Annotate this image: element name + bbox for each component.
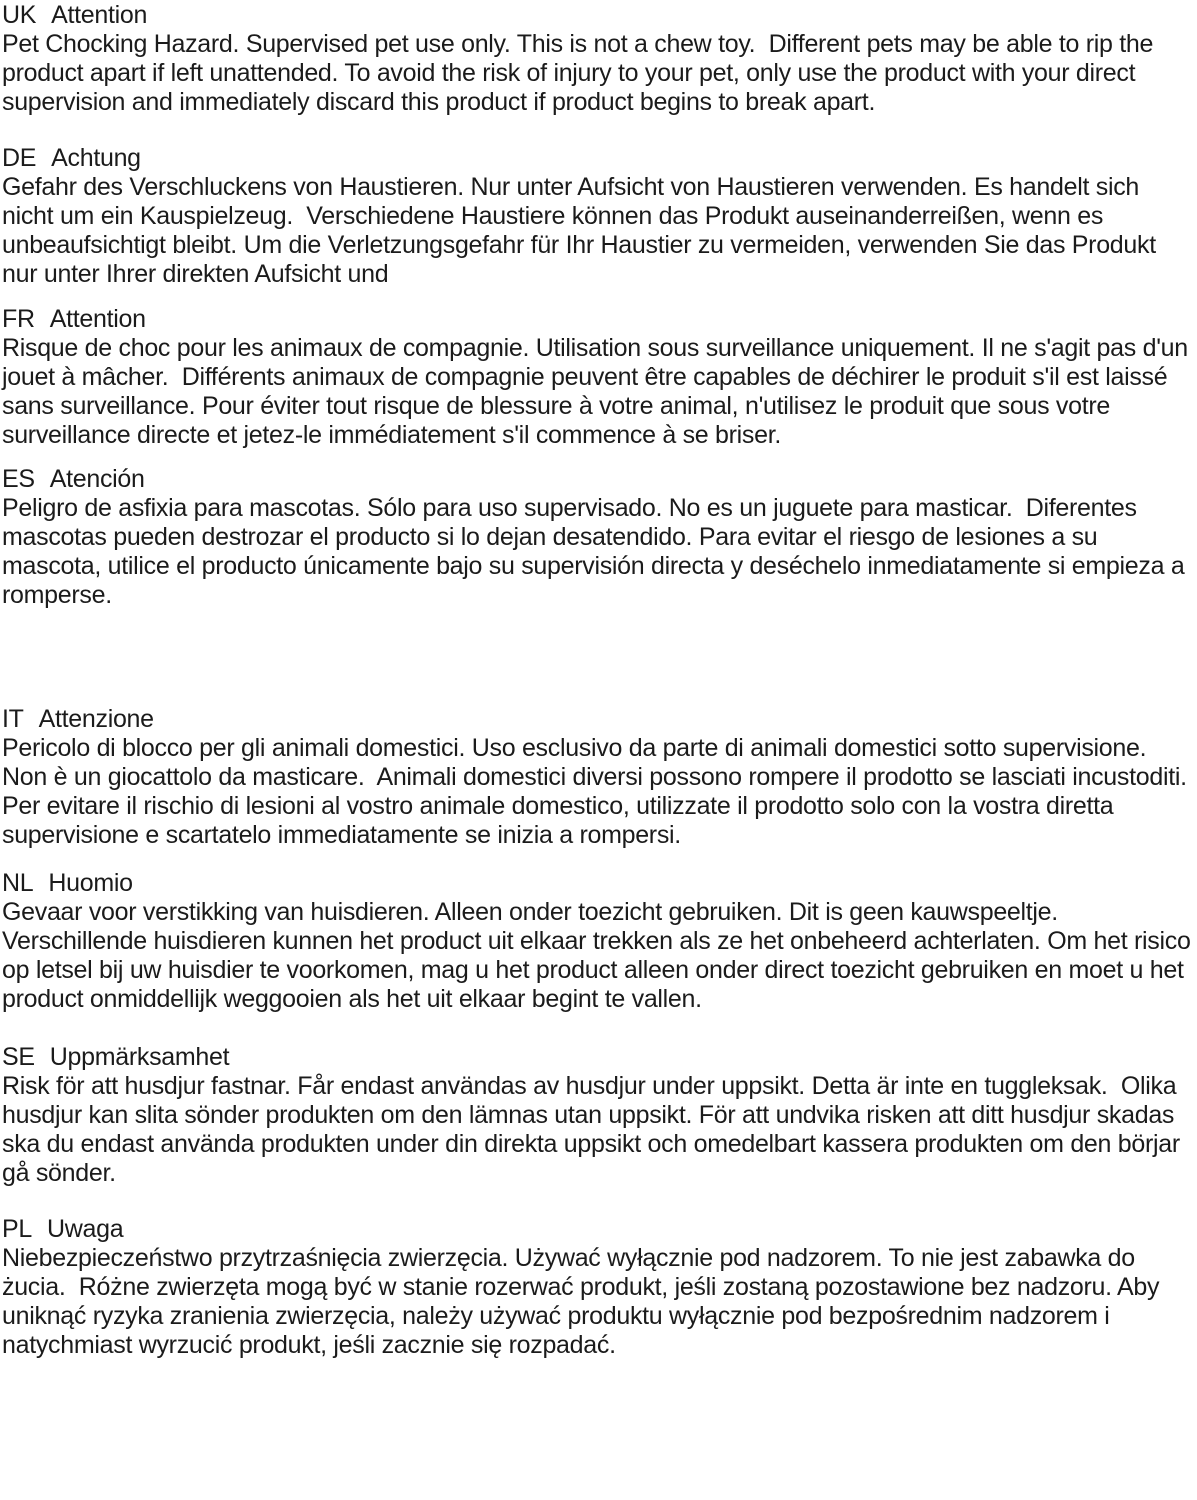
language-code-it: IT	[2, 705, 24, 733]
section-fr-body: Risque de choc pour les animaux de compagnie. Utilisation sous surveillance uniquement. Il ne s'agit pas d'un jouet à mâcher. Différents animaux de compagnie peuvent être capables de déchirer le produit s'il est laissé sans surveillance. Pour éviter tout risque de blessure à votre animal, n'utilisez le produit que sous votre surveillance directe et jetez-le immédiatement s'il commence à se briser.	[2, 334, 1195, 449]
section-de	[2, 144, 1195, 289]
language-code-nl: NL	[2, 869, 34, 897]
heading-title-uk: Attention	[51, 1, 148, 29]
heading-title-de: Achtung	[51, 144, 141, 172]
heading-title-fr: Attention	[49, 305, 146, 333]
section-es-heading	[2, 465, 1195, 494]
section-pl	[2, 1215, 1195, 1360]
section-nl	[2, 869, 1195, 1014]
language-code-uk: UK	[2, 1, 37, 29]
section-es	[2, 465, 1195, 610]
section-uk	[2, 1, 1195, 117]
section-es-body: Peligro de asfixia para mascotas. Sólo para uso supervisado. No es un juguete para masticar. Diferentes mascotas pueden destrozar el producto si lo dejan desatendido. Para evitar el riesgo de lesiones a su mascota, utilice el producto únicamente bajo su supervisión directa y deséchelo inmediatamente si empieza a romperse.	[2, 494, 1192, 609]
section-it-heading	[2, 705, 1195, 734]
language-code-de: DE	[2, 144, 37, 172]
section-se-body: Risk för att husdjur fastnar. Får endast användas av husdjur under uppsikt. Detta är inte en tuggleksak. Olika husdjur kan slita sönder produkten om den lämnas utan uppsikt. För att undvika risken att ditt husdjur skadas ska du endast använda produkten under din direkta uppsikt och omedelbart kassera produkten om den börjar gå sönder.	[2, 1072, 1187, 1187]
heading-title-es: Atención	[49, 465, 145, 493]
language-code-fr: FR	[2, 305, 35, 333]
section-it	[2, 705, 1195, 850]
section-fr-heading	[2, 305, 1195, 334]
section-fr	[2, 305, 1195, 450]
section-de-heading	[2, 144, 1195, 173]
section-se	[2, 1043, 1195, 1188]
language-code-es: ES	[2, 465, 35, 493]
section-uk-body: Pet Chocking Hazard. Supervised pet use only. This is not a chew toy. Different pets may be able to rip the product apart if left unattended. To avoid the risk of injury to your pet, only use the product with your direct supervision and immediately discard this product if product begins to break apart.	[2, 30, 1160, 116]
heading-title-nl: Huomio	[48, 869, 133, 897]
language-code-se: SE	[2, 1043, 35, 1071]
heading-title-it: Attenzione	[38, 705, 154, 733]
heading-title-pl: Uwaga	[46, 1215, 124, 1243]
section-se-heading	[2, 1043, 1195, 1072]
section-nl-heading	[2, 869, 1195, 898]
section-it-body: Pericolo di blocco per gli animali domestici. Uso esclusivo da parte di animali domestici sotto supervisione. Non è un giocattolo da masticare. Animali domestici diversi possono rompere il prodotto se lasciati incustoditi. Per evitare il rischio di lesioni al vostro animale domestico, utilizzate il prodotto solo con la vostra diretta supervisione e scartatelo immediatamente se inizia a rompersi.	[2, 734, 1194, 849]
section-pl-body: Niebezpieczeństwo przytrzaśnięcia zwierzęcia. Używać wyłącznie pod nadzorem. To nie jest zabawka do żucia. Różne zwierzęta mogą być w stanie rozerwać produkt, jeśli zostaną pozostawione bez nadzoru. Aby uniknąć ryzyka zranienia zwierzęcia, należy używać produktu wyłącznie pod bezpośrednim nadzorem i natychmiast wyrzucić produkt, jeśli zacznie się rozpadać.	[2, 1244, 1166, 1359]
section-pl-heading	[2, 1215, 1195, 1244]
section-uk-heading	[2, 1, 1195, 30]
section-nl-body: Gevaar voor verstikking van huisdieren. Alleen onder toezicht gebruiken. Dit is geen kauwspeeltje. Verschillende huisdieren kunnen het product uit elkaar trekken als ze het onbeheerd achterlaten. Om het risico op letsel bij uw huisdier te voorkomen, mag u het product alleen onder direct toezicht gebruiken en moet u het product onmiddellijk weggooien als het uit elkaar begint te vallen.	[2, 898, 1197, 1013]
heading-title-se: Uppmärksamhet	[49, 1043, 230, 1071]
section-de-body: Gefahr des Verschluckens von Haustieren. Nur unter Aufsicht von Haustieren verwenden. Es handelt sich nicht um ein Kauspielzeug. Verschiedene Haustiere können das Produkt auseinanderreißen, wenn es unbeaufsichtigt bleibt. Um die Verletzungsgefahr für Ihr Haustier zu vermeiden, verwenden Sie das Produkt nur unter Ihrer direkten Aufsicht und	[2, 173, 1163, 288]
language-code-pl: PL	[2, 1215, 32, 1243]
